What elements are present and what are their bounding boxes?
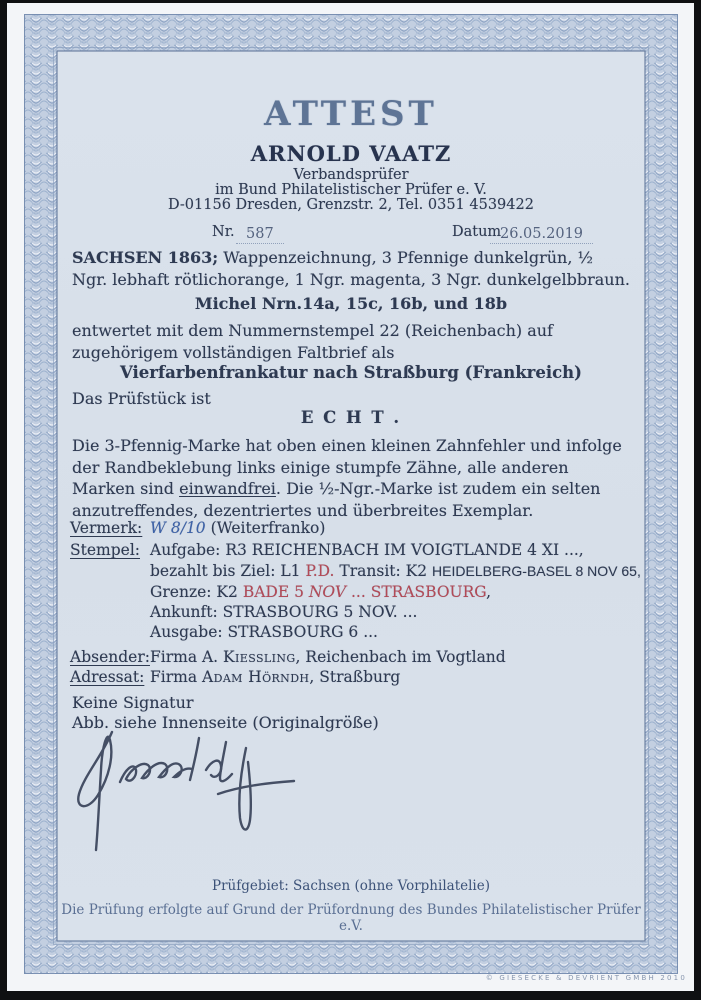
franking-title: Vierfarbenfrankatur nach Straßburg (Frankreich)	[120, 363, 582, 382]
stempel-line-2-transit: HEIDELBERG-BASEL 8 NOV 65,	[432, 563, 641, 579]
vermerk-label: Vermerk:	[70, 519, 143, 537]
legal-line: Die Prüfung erfolgte auf Grund der Prüfordnung des Bundes Philatelistischer Prüfer e.V.	[61, 902, 641, 934]
vermerk-value	[150, 519, 325, 537]
stempel-line-3-b: ,	[486, 583, 492, 601]
printer-credit: © GIESECKE & DEVRIENT GMBH 2010	[485, 974, 687, 982]
vermerk-rest: (Weiterfranko)	[205, 519, 326, 537]
date-value-text: 26.05.2019	[490, 226, 593, 244]
adressat-label: Adressat:	[70, 668, 145, 686]
nr-value-text: 587	[236, 226, 284, 244]
verdict-echt: E C H T .	[300, 408, 402, 427]
nr-label: Nr.	[212, 224, 235, 240]
date-value	[490, 226, 593, 242]
absender-a: Firma A.	[150, 648, 224, 666]
stempel-line-3-red-b: ... STRASBOURG	[346, 583, 487, 601]
condition-before: Die 3-Pfennig-Marke hat oben einen kleinen Zahnfehler und infolge der Randbeklebung links einige stumpfe Zähne, alle anderen Marken sind	[72, 436, 622, 498]
adressat-a: Firma	[150, 668, 202, 686]
stempel-line-3-a: Grenze: K2	[150, 583, 243, 601]
absender-name: Kiessling	[223, 648, 296, 666]
examiner-name: ARNOLD VAATZ	[250, 141, 452, 166]
examiner-signature	[66, 706, 310, 856]
adressat-b: , Straßburg	[309, 668, 401, 686]
stempel-line-2	[150, 562, 641, 580]
pruefgebiet-line: Prüfgebiet: Sachsen (ohne Vorphilatelie)	[211, 878, 490, 894]
stempel-line-2-b: Transit: K2	[334, 562, 433, 580]
cancellation-paragraph: entwertet mit dem Nummernstempel 22 (Reichenbach) auf zugehörigem vollständigen Faltbrief als	[72, 321, 553, 362]
absender-b: , Reichenbach im Vogtland	[295, 648, 506, 666]
stempel-line-3-red-italic: NOV	[308, 583, 347, 601]
nr-value	[236, 226, 284, 242]
pruefstueck-line: Das Prüfstück ist	[72, 389, 211, 408]
condition-underlined: einwandfrei	[179, 479, 276, 498]
examiner-org: im Bund Philatelistischer Prüfer e. V.	[215, 182, 487, 198]
attest-title: ATTEST	[264, 94, 438, 134]
description-paragraph	[72, 247, 630, 290]
stempel-line-3	[150, 583, 491, 601]
absender-value	[150, 648, 506, 666]
adressat-value	[150, 668, 400, 686]
absender-label: Absender:	[70, 648, 150, 666]
stempel-line-1: Aufgabe: R3 REICHENBACH IM VOIGTLANDE 4 XI ...,	[150, 541, 584, 559]
description-lead-rest: Wappenzeichnung, 3 Pfennige dunkelgrün, ½ Ngr. lebhaft rötlichorange, 1 Ngr. magenta, 3 Ngr. dunkelgelbbraun.	[72, 248, 630, 289]
stempel-line-4: Ankunft: STRASBOURG 5 NOV. ...	[150, 603, 418, 621]
examiner-role: Verbandsprüfer	[293, 167, 409, 183]
description-lead-bold: SACHSEN 1863;	[72, 248, 219, 267]
stempel-line-3-red-a: BADE 5	[242, 583, 309, 601]
stempel-label: Stempel:	[70, 541, 140, 559]
stempel-line-2-a: bezahlt bis Ziel: L1	[150, 562, 306, 580]
condition-paragraph	[72, 435, 634, 521]
vermerk-code: W 8/10	[150, 519, 206, 537]
stempel-line-5: Ausgabe: STRASBOURG 6 ...	[150, 623, 378, 641]
michel-numbers-line: Michel Nrn.14a, 15c, 16b, und 18b	[194, 294, 508, 313]
adressat-name: Adam Hörndh	[202, 668, 310, 686]
stempel-line-2-pd: P.D.	[305, 562, 335, 580]
condition-after: . Die ½-Ngr.-Marke ist zudem ein selten anzutreffendes, dezentriertes und überbreites Exemplar.	[72, 479, 601, 520]
examiner-address: D-01156 Dresden, Grenzstr. 2, Tel. 0351 4539422	[168, 197, 534, 213]
no-signature-note: Keine Signatur	[72, 693, 194, 712]
date-label: Datum	[452, 224, 502, 240]
abbildung-note: Abb. siehe Innenseite (Originalgröße)	[72, 713, 379, 732]
